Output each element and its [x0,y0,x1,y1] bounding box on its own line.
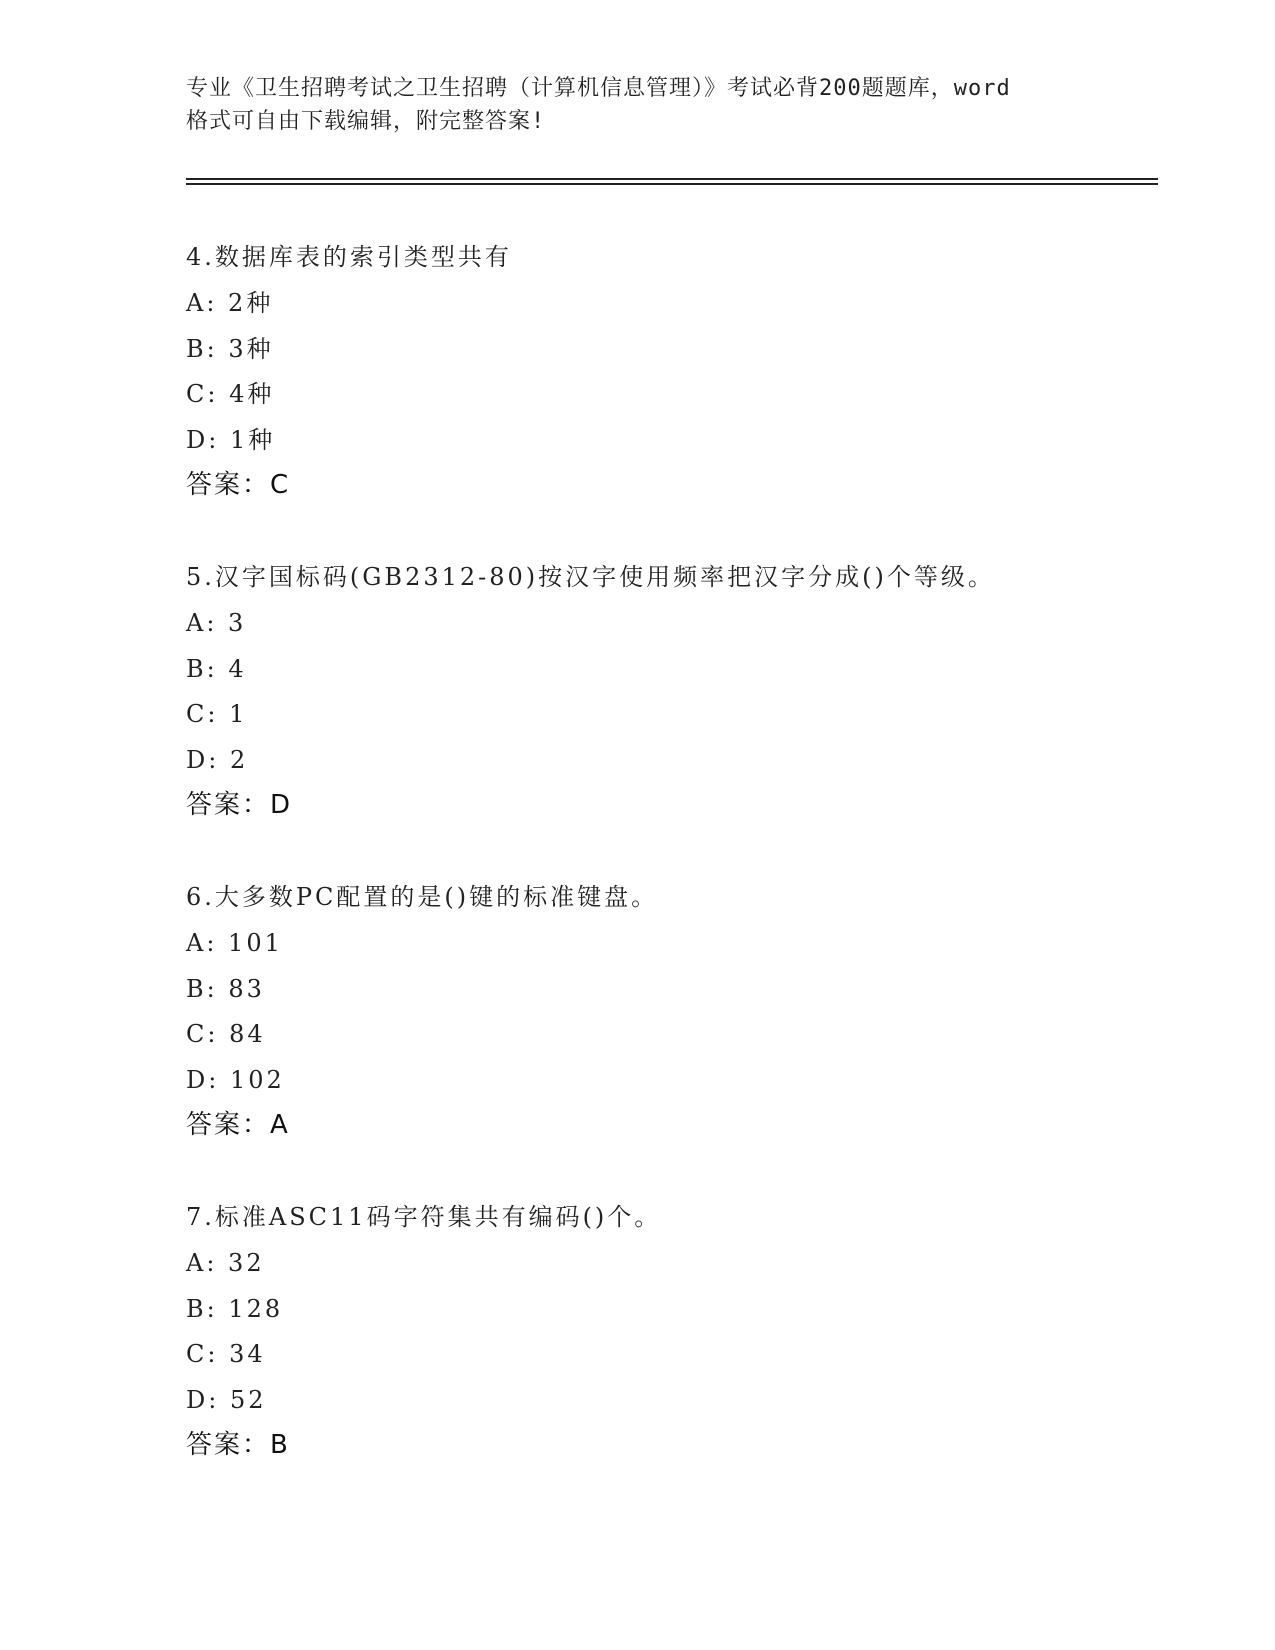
option-c: C: 84 [186,1020,266,1048]
answer: 答案：D [186,790,293,820]
option-a: A: 3 [186,609,247,637]
option-a: A: 101 [186,929,283,957]
option-d: D: 102 [186,1065,285,1094]
question-stem: 7.标准ASC11码字符集共有编码()个。 [186,1203,662,1231]
option-c: C: 34 [186,1340,266,1368]
header-divider-bottom [186,183,1158,185]
option-d: D: 2 [186,745,249,774]
header-divider-top [186,178,1158,180]
question-stem: 6.大多数PC配置的是()键的标准键盘。 [186,883,659,911]
option-d: D: 52 [186,1385,267,1414]
answer: 答案：C [186,470,291,500]
question-stem: 5.汉字国标码(GB2312-80)按汉字使用频率把汉字分成()个等级。 [186,563,995,591]
answer: 答案：A [186,1110,290,1140]
option-b: B: 128 [186,1294,284,1323]
header-line-2: 格式可自由下载编辑，附完整答案! [186,109,546,134]
option-c: C: 1 [186,700,248,728]
question-5 [186,562,1146,820]
option-d: D: 1种 [186,425,276,454]
option-a: A: 2种 [186,289,274,317]
header-line-1: 专业《卫生招聘考试之卫生招聘（计算机信息管理）》考试必背200题题库，word [186,76,1011,101]
question-6 [186,882,1146,1140]
answer: 答案：B [186,1430,290,1460]
option-b: B: 3种 [186,334,274,363]
document-header [186,72,1086,138]
option-b: B: 83 [186,974,265,1003]
question-4 [186,242,1146,500]
option-c: C: 4种 [186,380,275,408]
question-7 [186,1202,1146,1460]
option-a: A: 32 [186,1249,265,1277]
option-b: B: 4 [186,654,247,683]
question-stem: 4.数据库表的索引类型共有 [186,243,512,271]
